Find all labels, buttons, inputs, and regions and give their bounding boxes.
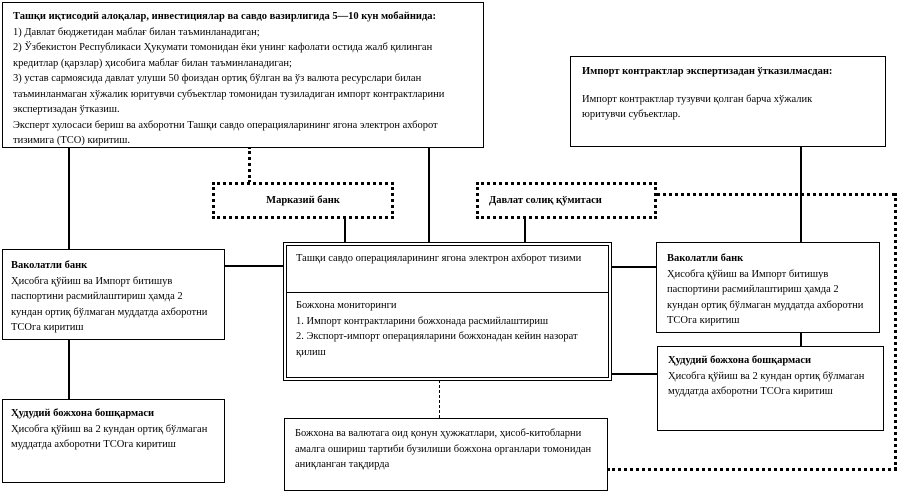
top-box-line-3: 3) устав сармоясида давлат улуши 50 фоиздан ортиқ бўлган ва ўз валюта ресурслари билан таъминланмаган хўжалик юритувчи субъектлар томонидан тузиладиган импорт контрактларини экспертизадан ўтказиш. [13,73,445,115]
connector-central-bank-to-tso [344,218,346,243]
connector-left-bank-to-left-customs [68,339,70,400]
connector-left-bank-to-tso [224,265,286,267]
dotted-right-edge-to-violation [607,468,897,471]
import-box-text: Импорт контрактлар тузувчи қолган барча хўжалик юритувчи субъектлар. [582,93,813,120]
tso-monitoring-title: Божхона мониторинги [296,300,397,311]
tso-title: Ташқи савдо операцияларининг ягона электрон ахборот тизими [296,253,582,264]
import-no-expertise-box [570,56,886,147]
top-box-line-1: 1) Давлат бюджетидан маблағ билан таъминланадиган; [13,26,260,38]
dotted-right-edge-vertical [894,193,897,470]
authorized-bank-right-text: Ҳисобга қўйиш ва Импорт битишув паспортини расмийлаштириш ҳамда 2 кундан ортиқ бўлмаган муддатда ахборотни ТСОга киритиш [667,268,864,326]
authorized-bank-left-title: Ваколатли банк [11,260,88,271]
central-bank-box [212,182,394,219]
top-ministry-box [2,2,484,148]
regional-customs-right-text: Ҳисобга қўйиш ва 2 кундан ортиқ бўлмаган муддатда ахборотни ТСОга киритиш [668,370,865,397]
authorized-bank-left-text: Ҳисобга қўйиш ва Импорт битишув паспортини расмийлаштириш ҳамда 2 кундан ортиқ бўлмаган муддатда ахборотни ТСОга киритиш [11,275,208,333]
dotted-top-to-central-bank [248,146,251,183]
tax-committee-label: Давлат солиқ қўмитаси [489,194,602,206]
customs-violation-text: Божхона ва валютага оид қонун ҳужжатлари, ҳисоб-китобларни амалга ошириш тартиби бузилиши божхона органлари томонидан аниқланган тақдирда [295,428,592,470]
authorized-bank-right-title: Ваколатли банк [667,253,744,264]
top-box-line-2: 2) Ўзбекистон Республикаси Ҳукумати томонидан ёки унинг кафолати остида жалб қилинган кредитлар (қарзлар) ҳисобига маблағ билан таъминланадиган; [13,42,433,69]
dotted-tax-to-right-edge [656,193,896,196]
top-box-title: Ташқи иқтисодий алоқалар, инвестициялар ва савдо вазирлигида 5—10 кун мобайнида: [13,11,437,22]
tso-monitoring-item-2: 2. Экспорт-импорт операцияларини божхонадан кейин назорат қилиш [296,331,578,358]
tax-committee-box [476,182,657,219]
import-box-title: Импорт контрактлар экспертизадан ўтказилмасдан: [582,66,833,77]
tso-monitoring-item-1: 1. Импорт контрактларини божхонада расмийлаштириш [296,315,549,327]
tso-title-section [287,246,608,292]
dashed-tso-to-violation [439,380,440,418]
top-box-line-4: Эксперт хулосаси бериш ва ахборотни Ташқи савдо операцияларининг ягона электрон ахборот тизимига (ТСО) киритиш. [13,119,438,146]
tso-system-box [283,242,612,381]
central-bank-label: Марказий банк [266,194,340,206]
customs-violation-box [284,418,608,491]
regional-customs-right-title: Ҳудудий божхона бошқармаси [668,355,812,366]
authorized-bank-left-box [2,249,225,340]
connector-tax-to-tso [524,218,526,243]
connector-tso-to-right-customs [610,373,657,375]
tso-monitoring-section [287,292,608,365]
connector-tso-to-right-bank [610,266,657,268]
regional-customs-left-text: Ҳисобга қўйиш ва 2 кундан ортиқ бўлмаган муддатда ахборотни ТСОга киритиш [11,423,208,450]
authorized-bank-right-box [656,242,880,333]
regional-customs-left-title: Ҳудудий божхона бошқармаси [11,408,155,419]
connector-top-to-tso [428,146,430,243]
regional-customs-right-box [657,346,884,431]
regional-customs-left-box [2,399,225,483]
connector-top-to-left-bank [68,146,70,249]
